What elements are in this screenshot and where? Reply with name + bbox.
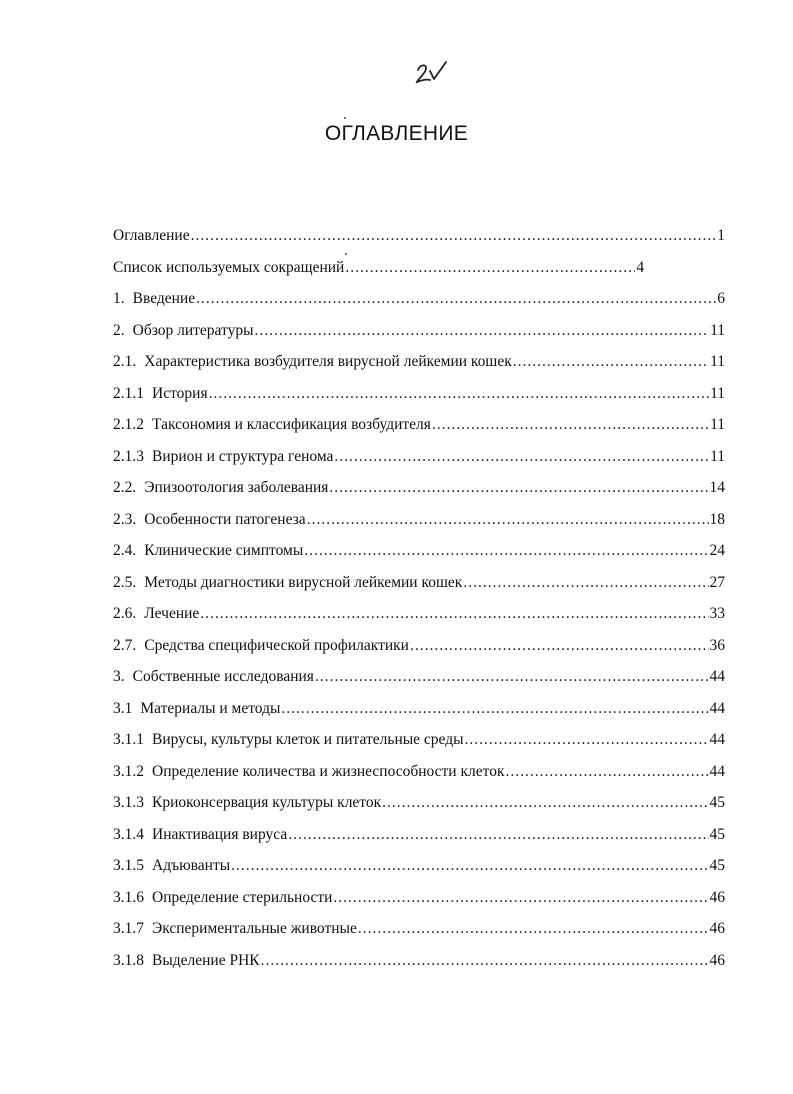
toc-entry bbox=[113, 315, 725, 347]
toc-entry bbox=[113, 693, 725, 725]
toc-page-number: 18 bbox=[709, 510, 725, 528]
toc-title: Лечение bbox=[144, 605, 200, 622]
toc-page-number: 11 bbox=[710, 353, 725, 370]
toc-entry bbox=[113, 252, 725, 284]
toc-title: Оглавление bbox=[113, 227, 190, 244]
toc-entry bbox=[113, 346, 725, 378]
toc-page-number: 46 bbox=[709, 920, 725, 937]
toc-entry bbox=[113, 756, 725, 788]
toc-entry bbox=[113, 787, 725, 819]
toc-title: Эпизоотология заболевания bbox=[144, 479, 329, 496]
toc-title: Криоконсервация культуры клеток bbox=[152, 794, 382, 811]
toc-page-number: 44 bbox=[709, 731, 725, 748]
toc-number: 3.1.4 bbox=[113, 825, 144, 843]
toc-page-number: 24 bbox=[709, 542, 725, 559]
toc-page-number: 11 bbox=[710, 416, 725, 433]
toc-number: 3.1.3 bbox=[113, 794, 144, 811]
dot-leader bbox=[329, 472, 708, 504]
toc-entry bbox=[113, 441, 725, 473]
toc-page-number: 45 bbox=[709, 825, 725, 843]
toc-title: Вирусы, культуры клеток и питательные среды bbox=[152, 731, 464, 748]
toc-number: 3.1.7 bbox=[113, 920, 144, 937]
toc-page-number: 44 bbox=[709, 668, 725, 685]
toc-title: Определение стерильности bbox=[152, 888, 333, 906]
toc-entry bbox=[113, 945, 725, 977]
dot-leader bbox=[432, 409, 709, 441]
toc-title: Адъюванты bbox=[152, 857, 231, 874]
toc-title: Средства специфической профилактики bbox=[144, 636, 409, 654]
toc-title: Инактивация вируса bbox=[152, 825, 288, 843]
dot-leader bbox=[465, 724, 709, 756]
toc-number: 2.4. bbox=[113, 542, 137, 559]
toc-number: 2.2. bbox=[113, 479, 137, 496]
toc-page-number: 1 bbox=[717, 227, 725, 244]
toc-title: История bbox=[152, 384, 208, 402]
toc-page-number: 46 bbox=[709, 888, 725, 906]
toc-number: 3.1.5 bbox=[113, 857, 144, 874]
toc-title: Клинические симптомы bbox=[144, 542, 304, 559]
toc-page-number: 4 bbox=[636, 258, 645, 276]
dot-leader bbox=[315, 661, 709, 693]
dot-leader bbox=[307, 504, 709, 536]
dot-leader bbox=[255, 315, 710, 347]
toc-title: Обзор литературы bbox=[132, 321, 254, 339]
dot-leader bbox=[410, 630, 709, 662]
dot-leader bbox=[382, 787, 708, 819]
toc-title: Особенности патогенеза bbox=[144, 510, 306, 528]
toc-page-number: 44 bbox=[709, 762, 725, 780]
dot-leader bbox=[333, 882, 708, 914]
dot-leader bbox=[231, 850, 708, 882]
dot-leader bbox=[196, 283, 716, 315]
toc-number: 2.1. bbox=[113, 353, 137, 370]
toc-number: 2.5. bbox=[113, 573, 137, 591]
dot-leader bbox=[345, 252, 635, 284]
toc-entry bbox=[113, 504, 725, 536]
dot-leader bbox=[334, 441, 709, 473]
toc-number: 2.7. bbox=[113, 636, 137, 654]
toc-number: 2.6. bbox=[113, 605, 137, 622]
dot-leader bbox=[209, 378, 709, 410]
toc-entry bbox=[113, 819, 725, 851]
toc-entry bbox=[113, 882, 725, 914]
toc-page-number: 36 bbox=[709, 636, 725, 654]
toc-entry bbox=[113, 598, 725, 630]
toc-page-number: 44 bbox=[709, 699, 725, 717]
toc-title: Список используемых сокращений bbox=[113, 258, 345, 276]
toc-number: 2.1.2 bbox=[113, 416, 144, 433]
toc-page-number: 46 bbox=[709, 951, 725, 969]
toc-number: 3.1.6 bbox=[113, 888, 144, 906]
toc-number: 2. bbox=[113, 321, 125, 339]
toc-entry bbox=[113, 850, 725, 882]
table-of-contents bbox=[113, 220, 725, 976]
toc-entry bbox=[113, 661, 725, 693]
dot-leader bbox=[200, 598, 708, 630]
toc-title: Материалы и методы bbox=[140, 699, 281, 717]
dot-leader bbox=[288, 819, 708, 851]
toc-page-number: 11 bbox=[710, 384, 725, 402]
toc-entry bbox=[113, 724, 725, 756]
dot-leader bbox=[304, 535, 708, 567]
page-title: ОГЛАВЛЕНИЕ bbox=[324, 122, 469, 145]
toc-page-number: 33 bbox=[709, 605, 725, 622]
toc-entry bbox=[113, 535, 725, 567]
toc-title: Выделение РНК bbox=[152, 951, 260, 969]
dot-leader bbox=[513, 346, 709, 378]
toc-entry bbox=[113, 567, 725, 599]
toc-number: 2.3. bbox=[113, 510, 137, 528]
dot-leader bbox=[261, 945, 709, 977]
toc-number: 3.1 bbox=[113, 699, 133, 717]
toc-number: 3. bbox=[113, 668, 125, 685]
toc-page-number: 45 bbox=[709, 794, 725, 811]
toc-page-number: 14 bbox=[709, 479, 725, 496]
toc-title: Таксономия и классификация возбудителя bbox=[152, 416, 431, 433]
toc-title: Методы диагностики вирусной лейкемии кошек bbox=[144, 573, 463, 591]
toc-number: 3.1.1 bbox=[113, 731, 144, 748]
toc-page-number: 6 bbox=[717, 290, 725, 307]
scan-speck bbox=[344, 117, 346, 119]
toc-entry bbox=[113, 472, 725, 504]
toc-title: Определение количества и жизнеспособности клеток bbox=[152, 762, 505, 780]
toc-entry bbox=[113, 220, 725, 252]
toc-page-number: 11 bbox=[710, 321, 725, 339]
dot-leader bbox=[281, 693, 708, 725]
toc-title: Вирион и структура генома bbox=[152, 447, 334, 465]
toc-title: Собственные исследования bbox=[132, 668, 314, 685]
toc-number: 3.1.8 bbox=[113, 951, 144, 969]
toc-title: Введение bbox=[132, 290, 196, 307]
toc-entry bbox=[113, 630, 725, 662]
toc-entry bbox=[113, 378, 725, 410]
toc-page-number: 27 bbox=[709, 573, 725, 591]
dot-leader bbox=[358, 913, 709, 945]
toc-entry bbox=[113, 913, 725, 945]
dot-leader bbox=[505, 756, 708, 788]
toc-entry bbox=[113, 409, 725, 441]
toc-page-number: 45 bbox=[709, 857, 725, 874]
toc-entry bbox=[113, 283, 725, 315]
toc-title: Экспериментальные животные bbox=[152, 920, 357, 937]
toc-number: 2.1.1 bbox=[113, 384, 144, 402]
toc-title: Характеристика возбудителя вирусной лейкемии кошек bbox=[144, 353, 512, 370]
handwritten-page-mark bbox=[412, 58, 452, 86]
toc-page-number: 11 bbox=[710, 447, 725, 465]
toc-number: 2.1.3 bbox=[113, 447, 144, 465]
dot-leader bbox=[463, 567, 708, 599]
dot-leader bbox=[191, 220, 717, 252]
toc-number: 3.1.2 bbox=[113, 762, 144, 780]
toc-number: 1. bbox=[113, 290, 125, 307]
